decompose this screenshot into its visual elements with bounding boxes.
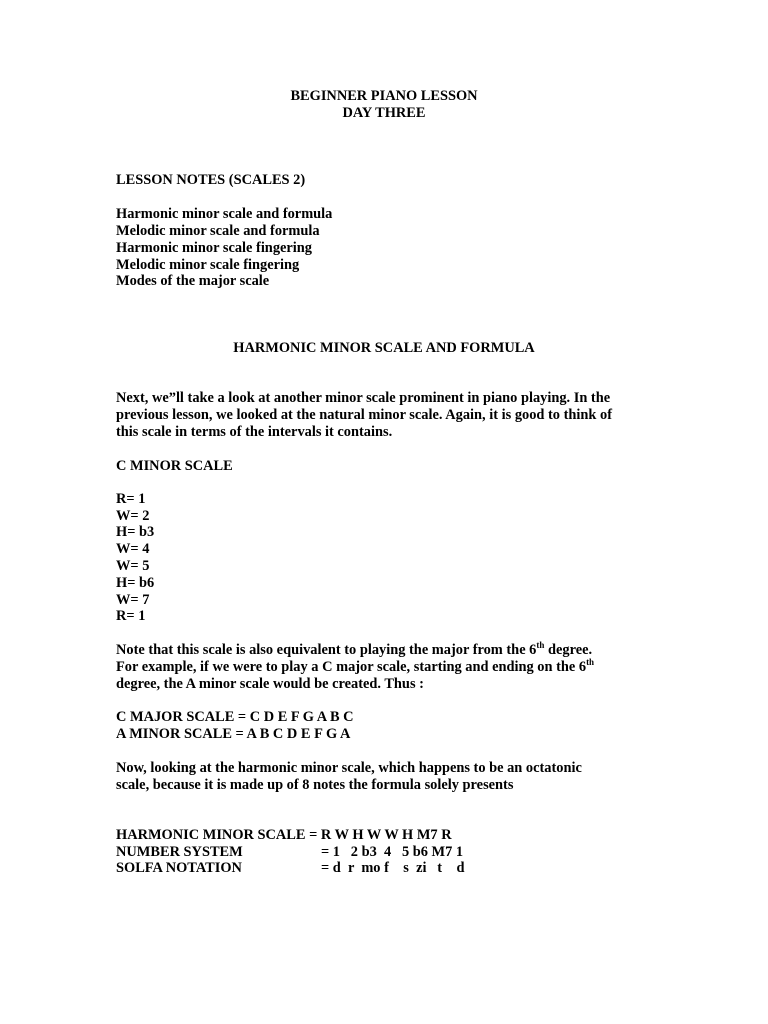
note-text: For example, if we were to play a C major scale, starting and ending on the 6 [116,659,587,675]
ordinal-superscript: th [586,657,595,668]
note-text: degree. [544,642,593,658]
intro-paragraph-line: this scale in terms of the intervals it contains. [116,424,393,440]
interval-row: W= 5 [116,558,150,574]
number-system-value: = 1 2 b3 4 5 b6 M7 1 [321,844,464,860]
lesson-note-item: Harmonic minor scale fingering [116,240,312,256]
intro-paragraph-line: previous lesson, we looked at the natural minor scale. Again, it is good to think of [116,407,612,423]
harmonic-minor-formula: HARMONIC MINOR SCALE = R W H W W H M7 R [116,827,452,843]
interval-row: H= b3 [116,524,155,540]
c-minor-scale-heading: C MINOR SCALE [116,458,233,474]
note-text: Note that this scale is also equivalent to playing the major from the 6 [116,642,537,658]
note-paragraph-line [116,659,594,676]
lesson-note-item: Harmonic minor scale and formula [116,206,333,222]
scale-equation: A MINOR SCALE = A B C D E F G A [116,726,351,742]
interval-row: W= 4 [116,541,150,557]
scale-equation: C MAJOR SCALE = C D E F G A B C [116,709,354,725]
ordinal-superscript: th [536,640,545,651]
section-heading: HARMONIC MINOR SCALE AND FORMULA [233,340,535,356]
interval-row: W= 7 [116,592,150,608]
solfa-notation-value: = d r mo f s zi t d [321,860,465,876]
intro-paragraph-line: Next, we”ll take a look at another minor scale prominent in piano playing. In the [116,390,611,406]
number-system-label: NUMBER SYSTEM [116,844,243,860]
lesson-note-item: Melodic minor scale and formula [116,223,320,239]
interval-row: R= 1 [116,608,146,624]
note-paragraph-line: degree, the A minor scale would be created. Thus : [116,676,424,692]
interval-row: H= b6 [116,575,155,591]
interval-row: R= 1 [116,491,146,507]
document-title: BEGINNER PIANO LESSON [290,88,478,104]
document-subtitle: DAY THREE [342,105,426,121]
octatonic-paragraph-line: scale, because it is made up of 8 notes the formula solely presents [116,777,514,793]
interval-row: W= 2 [116,508,150,524]
solfa-notation-label: SOLFA NOTATION [116,860,242,876]
lesson-note-item: Melodic minor scale fingering [116,257,300,273]
lesson-note-item: Modes of the major scale [116,273,270,289]
lesson-notes-heading: LESSON NOTES (SCALES 2) [116,172,306,188]
note-paragraph-line [116,642,592,659]
octatonic-paragraph-line: Now, looking at the harmonic minor scale, which happens to be an octatonic [116,760,582,776]
